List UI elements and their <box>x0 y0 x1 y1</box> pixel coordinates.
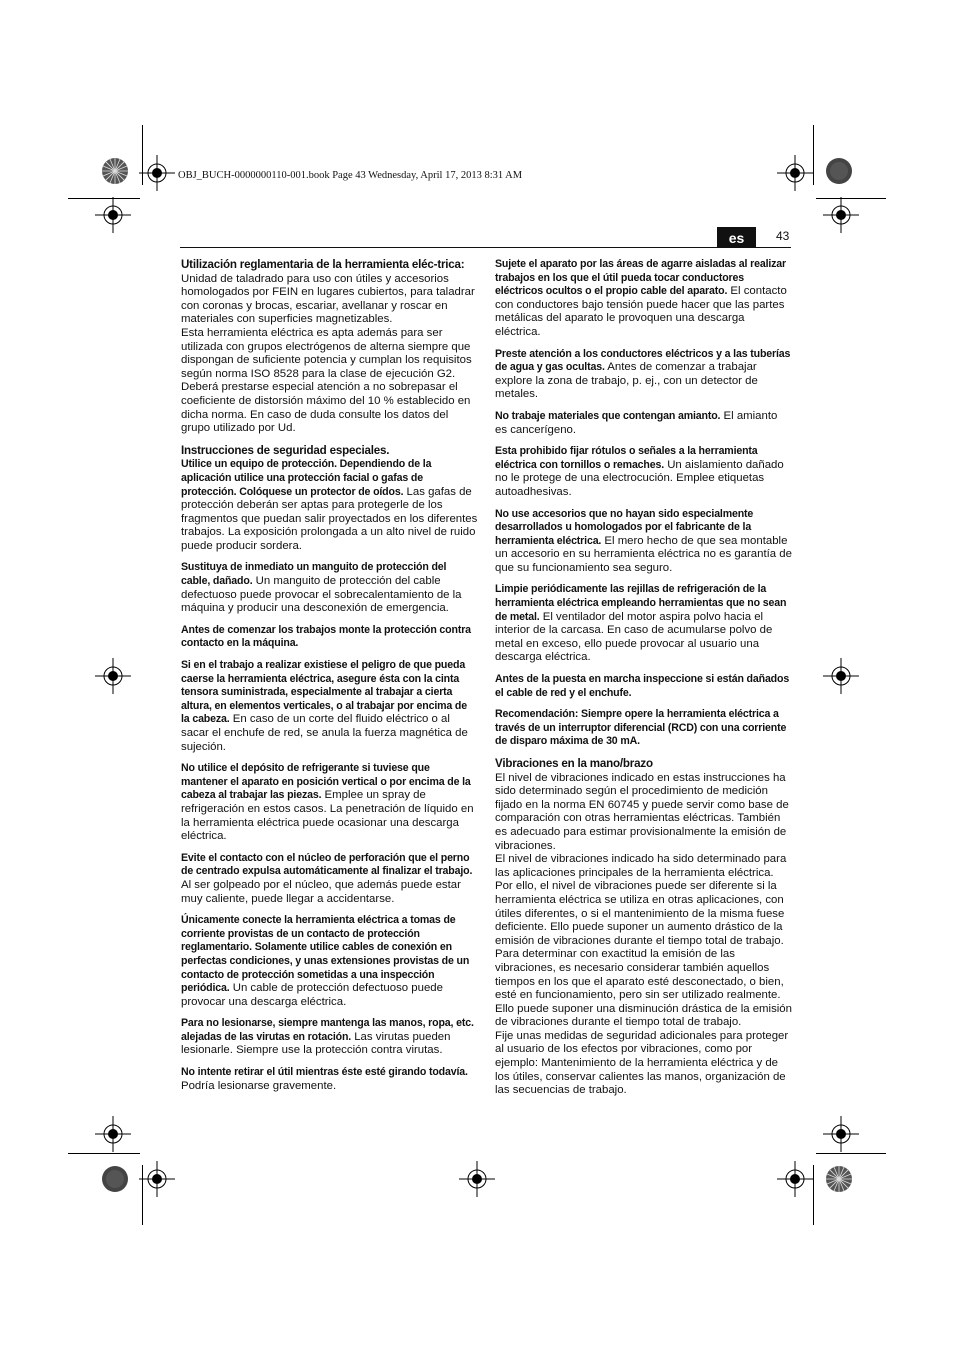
paragraph-bold-lead: Para no lesionarse, siempre mantenga las manos, ropa, etc. alejadas de las virutas en rotación. <box>181 1017 474 1043</box>
paragraph <box>181 624 478 651</box>
crop-mark <box>813 1165 814 1225</box>
paragraph-bold-lead: Recomendación: Siempre opere la herramienta eléctrica a través de un interruptor diferencial (RCD) con una corriente de disparo máxima de 30 mA. <box>495 708 787 748</box>
paragraph <box>495 410 792 437</box>
crop-mark <box>68 1153 140 1154</box>
calibration-star-icon <box>101 157 129 185</box>
print-slug: OBJ_BUCH-0000000110-001.book Page 43 Wednesday, April 17, 2013 8:31 AM <box>178 170 523 181</box>
section-heading: Utilización reglamentaria de la herramienta eléc-trica: <box>181 258 465 271</box>
paragraph-text: Para determinar con exactitud la emisión de las vibraciones, es necesario considerar también aquellos tiempos en los que el aparato esté desconectado, o bien, esté en funcionamiento, pero sin ser utilizado realmente. Ello puede suponer una disminución drástica de la emisión de vibraciones durante el tiempo total de trabajo. <box>495 948 792 1029</box>
paragraph-text: Podría lesionarse gravemente. <box>181 1079 337 1092</box>
registration-mark-icon <box>777 1161 813 1197</box>
calibration-circle-icon <box>101 1165 129 1193</box>
registration-mark-icon <box>95 1116 131 1152</box>
paragraph-text: El nivel de vibraciones indicado ha sido determinado para las aplicaciones principales de la herramienta eléctrica. Por ello, el nivel de vibraciones puede ser diferente si la herramienta eléctrica se utiliza en otras aplicaciones, con útiles diferentes, o si el mantenimiento de la misma fuese deficiente. Ello puede suponer un aumento drástico de la emisión de vibraciones durante el tiempo total de trabajo. <box>495 853 787 947</box>
crop-mark <box>816 1153 886 1154</box>
registration-mark-icon <box>777 155 813 191</box>
registration-mark-icon <box>823 1116 859 1152</box>
calibration-circle-icon <box>825 157 853 185</box>
paragraph-bold-lead: Limpie periódicamente las rejillas de refrigeración de la herramienta eléctrica empleando herramientas que no sean de metal. <box>495 583 787 623</box>
registration-mark-icon <box>95 658 131 694</box>
section-heading: Vibraciones en la mano/brazo <box>495 757 653 770</box>
paragraph <box>495 583 792 665</box>
paragraph <box>495 673 792 700</box>
paragraph <box>495 772 792 854</box>
paragraph <box>181 561 478 615</box>
paragraph <box>181 458 478 553</box>
paragraph-bold-lead: Antes de la puesta en marcha inspeccione si están dañados el cable de red y el enchufe. <box>495 673 790 699</box>
paragraph-text: Al ser golpeado por el núcleo, que además puede estar muy caliente, puede llegar a accidentarse. <box>181 878 461 905</box>
paragraph-bold-lead: Sustituya de inmediato un manguito de protección del cable, dañado. <box>181 561 447 588</box>
paragraph <box>181 659 478 754</box>
paragraph <box>181 1066 478 1093</box>
paragraph <box>495 948 792 1030</box>
registration-mark-icon <box>823 658 859 694</box>
paragraph-bold-lead: Antes de comenzar los trabajos monte la protección contra contacto en la máquina. <box>181 623 471 650</box>
crop-mark <box>813 125 814 185</box>
page-number: 43 <box>776 229 790 243</box>
paragraph <box>495 853 792 948</box>
paragraph-bold-lead: Únicamente conecte la herramienta eléctrica a tomas de corriente provistas de un contacto de protección reglamentario. Solamente utilice cables de conexión en perfectas condiciones, y unas extensiones provistas de un contacto de protección sometidas a una inspección periódica. <box>181 914 470 995</box>
paragraph <box>181 914 478 1009</box>
paragraph-bold-lead: Sujete el aparato por las áreas de agarre aisladas al realizar trabajos en los que el útil pueda tocar conductores eléctricos ocultos o el propio cable del aparato. <box>495 258 787 298</box>
section-heading: Instrucciones de seguridad especiales. <box>181 443 390 457</box>
paragraph-text: El ventilador del motor aspira polvo hacia el interior de la carcasa. En caso de acumularse polvo de metal en exceso, ello puede provocar al usuario una descarga eléctrica. <box>495 610 773 664</box>
paragraph-bold-lead: No use accesorios que no hayan sido especialmente desarrollados u homologados por el fabricante de la herramienta eléctrica. <box>495 507 754 547</box>
paragraph <box>181 852 478 906</box>
paragraph <box>495 258 792 340</box>
paragraph-text: Un manguito de protección del cable defectuoso puede provocar el sobrecalentamiento de la máquina y producir una desconexión de emergencia. <box>181 575 462 615</box>
paragraph-text: Esta herramienta eléctrica es apta además para ser utilizada con grupos electrógenos de alterna siempre que dispongan de suficiente potencia y cumplan los requisitos según norma ISO 8528 para la clase de ejecución G2. Deberá prestarse especial atención a no sobrepasar el coeficiente de distorsión máximo del 10 % establecido en dicha norma. En caso de duda consulte los datos del grupo utilizado por Ud. <box>181 326 472 435</box>
left-column <box>181 258 478 1101</box>
paragraph <box>495 508 792 576</box>
registration-mark-icon <box>823 197 859 233</box>
registration-mark-icon <box>139 1161 175 1197</box>
paragraph-text: El contacto con conductores bajo tensión puede hacer que las partes metálicas del aparato le provoquen una descarga eléctrica. <box>495 285 787 338</box>
paragraph-text: Unidad de taladrado para uso con útiles y accesorios homologados por FEIN en lugares cubiertos, para taladrar con coronas y brocas, escariar, avellanar y roscar en materiales con superficies magnetizables. <box>181 272 475 326</box>
paragraph-bold-lead: No trabaje materiales que contengan amianto. <box>495 409 721 422</box>
paragraph-text: Un aislamiento dañado no le protege de una electrocución. Emplee etiquetas autoadhesivas. <box>495 458 784 498</box>
paragraph-text: Fije unas medidas de seguridad adicionales para proteger al usuario de los efectos por vibraciones, como por ejemplo: Mantenimiento de la herramienta eléctrica y de los útiles, conservar calientes las manos, organización de las secuencias de trabajo. <box>495 1029 789 1097</box>
paragraph <box>181 273 478 327</box>
paragraph-text: En caso de un corte del fluido eléctrico o al sacar el enchufe de red, se anula la fuerza magnética de sujeción. <box>181 713 468 753</box>
paragraph-text: Las gafas de protección deberán ser aptas para protegerle de los fragmentos que puedan salir proyectados en los diferentes trabajos. La exposición prolongada a un alto nivel de ruido puede producir sordera. <box>181 485 478 552</box>
paragraph-bold-lead: No intente retirar el útil mientras éste esté girando todavía. <box>181 1066 468 1079</box>
right-column <box>495 258 792 1098</box>
paragraph <box>181 327 478 436</box>
paragraph <box>495 445 792 499</box>
paragraph-bold-lead: Si en el trabajo a realizar existiese el peligro de que pueda caerse la herramienta eléctrica, asegure ésta con la cinta tensora suministrada, especialmente al trabajar a cierta altura, en elementos verticales, o al trabajar por encima de la cabeza. <box>181 659 467 726</box>
registration-mark-icon <box>95 197 131 233</box>
language-tab: es <box>717 227 756 248</box>
calibration-star-icon <box>825 1165 853 1193</box>
paragraph-bold-lead: Utilice un equipo de protección. Dependiendo de la aplicación utilice una protección facial o gafas de protección. Colóquese un protector de oídos. <box>181 458 432 498</box>
paragraph-text: El nivel de vibraciones indicado en estas instrucciones ha sido determinado según el procedimiento de medición fijado en la norma EN 60745 y puede servir como base de comparación con otras herramientas eléctricas. También es adecuado para estimar provisionalmente la emisión de vibraciones. <box>495 771 789 852</box>
paragraph <box>181 1017 478 1058</box>
paragraph <box>495 708 792 749</box>
paragraph-text: El amianto es cancerígeno. <box>495 409 778 436</box>
registration-mark-icon <box>139 155 175 191</box>
paragraph-text: El mero hecho de que sea montable un accesorio en su herramienta eléctrica no es garantía de que su funcionamiento sea seguro. <box>495 534 792 574</box>
paragraph-text: Antes de comenzar a trabajar explore la zona de trabajo, p. ej., con un detector de metales. <box>495 361 758 401</box>
paragraph <box>495 348 792 402</box>
header-rule <box>180 247 791 248</box>
paragraph-text: Emplee un spray de refrigeración en estos casos. La penetración de líquido en la herramienta eléctrica puede ocasionar una descarga eléctrica. <box>181 789 474 843</box>
registration-mark-icon <box>459 1161 495 1197</box>
paragraph <box>495 1030 792 1098</box>
paragraph-bold-lead: No utilice el depósito de refrigerante si tuviese que mantener el aparato en posición vertical o por encima de la cabeza al trabajar las piezas. <box>181 762 471 802</box>
paragraph-text: Las virutas pueden lesionarle. Siempre use la protección contra virutas. <box>181 1030 451 1057</box>
paragraph-bold-lead: Esta prohibido fijar rótulos o señales a la herramienta eléctrica con tornillos o remaches. <box>495 445 758 471</box>
paragraph-text: Un cable de protección defectuoso puede provocar una descarga eléctrica. <box>181 982 443 1008</box>
paragraph-bold-lead: Preste atención a los conductores eléctricos y a las tuberías de agua y gas ocultas. <box>495 347 791 374</box>
paragraph-bold-lead: Evite el contacto con el núcleo de perforación que el perno de centrado expulsa automáticamente al finalizar el trabajo. <box>181 851 473 878</box>
paragraph <box>181 762 478 844</box>
